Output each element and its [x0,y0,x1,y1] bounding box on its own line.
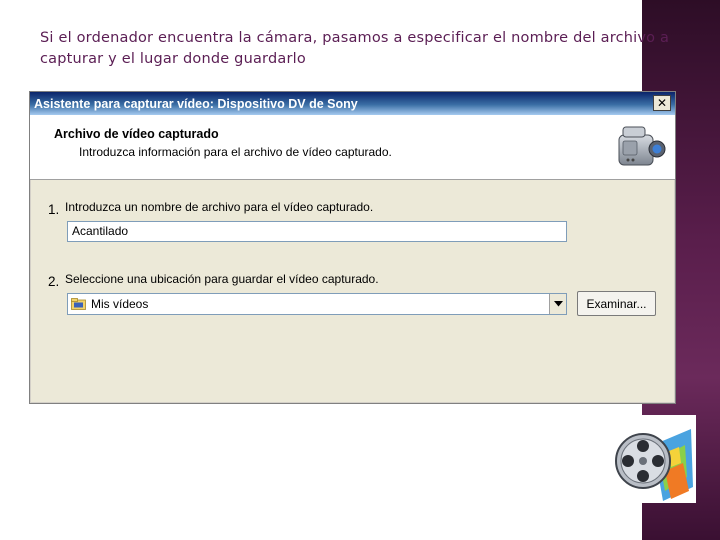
close-button[interactable] [653,95,671,111]
location-select[interactable] [67,293,567,315]
close-icon: ✕ [656,96,668,110]
browse-button[interactable]: Examinar... [577,291,656,316]
slide-caption: Si el ordenador encuentra la cámara, pasamos a especificar el nombre del archivo a capturar y el lugar donde guardarlo [40,30,670,67]
header-title: Archivo de vídeo capturado [54,127,219,141]
chevron-down-icon [554,301,563,307]
step1-number: 1. [48,202,60,217]
step2-number: 2. [48,274,60,289]
filename-input[interactable]: Acantilado [67,221,567,242]
dialog-title: Asistente para capturar vídeo: Dispositivo DV de Sony [34,96,358,111]
dialog-titlebar[interactable] [30,92,675,115]
header-subtitle: Introduzca información para el archivo de vídeo capturado. [79,145,392,159]
step2-label: Seleccione una ubicación para guardar el vídeo capturado. [65,272,379,286]
dropdown-button[interactable] [549,294,566,314]
capture-wizard-dialog [29,91,676,404]
video-camera-icon [615,123,667,171]
film-reel-logo-icon [613,415,696,503]
folder-icon [71,298,86,310]
wizard-header [30,115,675,180]
step1-label: Introduzca un nombre de archivo para el vídeo capturado. [65,200,374,214]
location-select-value: Mis vídeos [91,297,149,311]
